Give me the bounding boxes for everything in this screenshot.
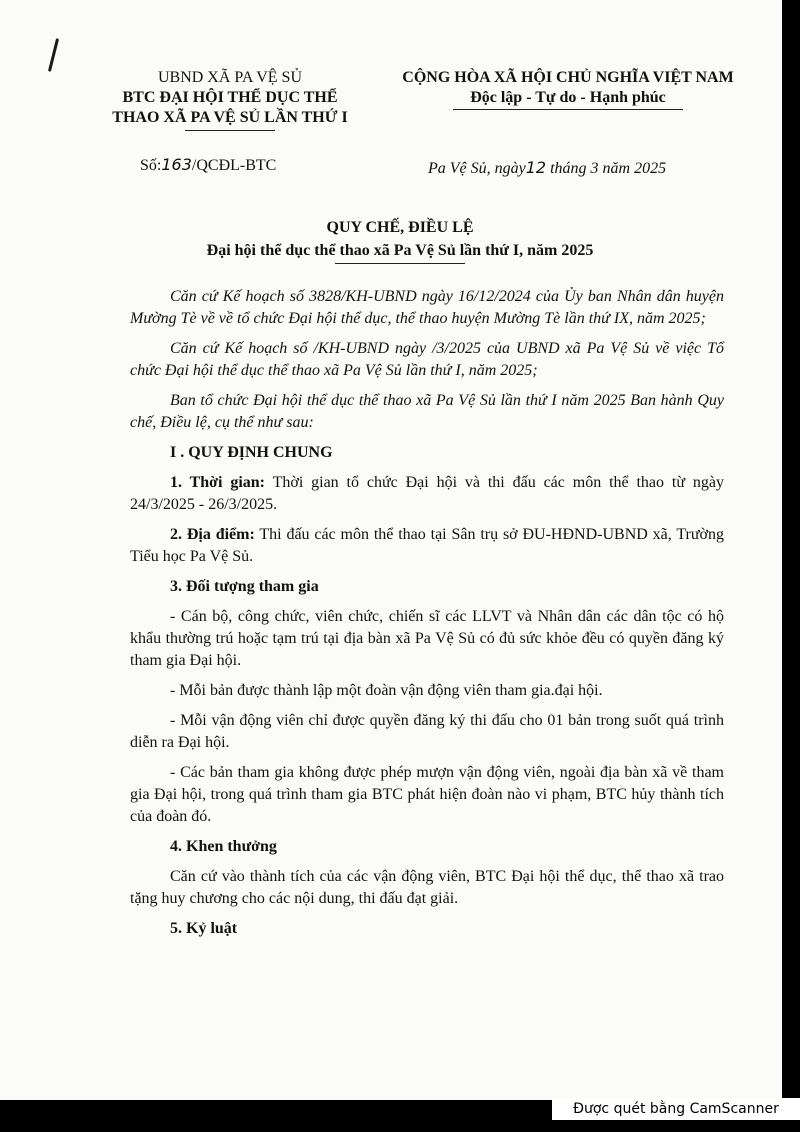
document-title — [90, 216, 710, 264]
date-rest: tháng 3 năm 2025 — [550, 160, 667, 177]
scanner-watermark: Được quét bằng CamScanner — [552, 1098, 800, 1120]
doc-number-handwritten: 163 — [161, 155, 192, 174]
preamble-paragraph-2: Căn cứ Kế hoạch số /KH-UBND ngày /3/2025 của UBND xã Pa Vệ Sủ về việc Tổ chức Đại hội thể dục thể thao xã Pa Vệ Sủ lần thứ I, năm 2025; — [130, 340, 724, 379]
issuer-line-2: BTC ĐẠI HỘI THỂ DỤC THỂ — [122, 89, 338, 106]
issuer-line-3: THAO XÃ PA VỆ SỦ LẦN THỨ I — [112, 109, 348, 126]
preamble-paragraph-3: Ban tổ chức Đại hội thể dục thể thao xã Pa Vệ Sủ lần thứ I năm 2025 Ban hành Quy chế, Điều lệ, cụ thể như sau: — [130, 392, 724, 431]
national-motto: Độc lập - Tự do - Hạnh phúc — [470, 89, 666, 106]
reward-text: Căn cứ vào thành tích của các vận động viên, BTC Đại hội thể dục, thể thao xã trao tặng huy chương cho các nội dung, thi đấu đạt giải. — [130, 868, 724, 907]
participants-heading: 3. Đối tượng tham gia — [170, 578, 319, 595]
issuer-line-1: UBND XÃ PA VỆ SỦ — [157, 69, 303, 86]
reward-heading: 4. Khen thưởng — [170, 838, 277, 855]
national-title: CỘNG HÒA XÃ HỘI CHỦ NGHĨA VIỆT NAM — [402, 69, 734, 86]
date-day-handwritten: 12 — [525, 158, 547, 177]
document-number — [140, 155, 276, 175]
issuer-underline — [185, 130, 275, 131]
title-main: QUY CHẾ, ĐIỀU LỆ — [326, 219, 474, 236]
section-heading-general: I . QUY ĐỊNH CHUNG — [170, 444, 333, 461]
place-text: Thi đấu các môn thể thao tại Sân trụ sở ĐU-HĐND-UBND xã, Trường Tiểu học Pa Vệ Sủ. — [130, 526, 724, 565]
issuer-header — [90, 68, 370, 131]
document-body — [130, 286, 724, 948]
preamble-paragraph-1: Căn cứ Kế hoạch số 3828/KH-UBND ngày 16/12/2024 của Ủy ban Nhân dân huyện Mường Tè về về tổ chức Đại hội thể dục, thể thao huyện Mường Tè lần thứ IX, năm 2025; — [130, 288, 724, 327]
national-header — [378, 68, 758, 110]
pen-mark — [48, 38, 59, 72]
title-sub: Đại hội thể dục thể thao xã Pa Vệ Sủ lần thứ I, năm 2025 — [206, 242, 594, 259]
participants-item-1: - Cán bộ, công chức, viên chức, chiến sĩ các LLVT và Nhân dân các dân tộc có hộ khẩu thường trú hoặc tạm trú tại địa bàn xã Pa Vệ Sủ có đủ sức khỏe đều có quyền đăng ký tham gia Đại hội. — [130, 608, 724, 669]
time-label: 1. Thời gian: — [170, 474, 265, 491]
motto-underline — [453, 109, 683, 110]
discipline-heading: 5. Kỷ luật — [170, 920, 238, 937]
place-paragraph — [130, 524, 724, 568]
participants-item-4: - Các bản tham gia không được phép mượn vận động viên, ngoài địa bàn xã về tham gia Đại hội, trong quá trình tham gia BTC phát hiện đoàn nào vi phạm, BTC hủy thành tích của đoàn đó. — [130, 764, 724, 825]
doc-number-suffix: /QCĐL-BTC — [191, 157, 277, 174]
participants-item-2: - Mỗi bản được thành lập một đoàn vận động viên tham gia.đại hội. — [170, 682, 603, 699]
place-label: 2. Địa điểm: — [170, 526, 255, 543]
time-paragraph — [130, 472, 724, 516]
doc-number-prefix: Số: — [140, 157, 162, 174]
date-line — [428, 158, 666, 178]
title-underline — [335, 263, 465, 264]
date-prefix: Pa Vệ Sủ, ngày — [428, 160, 526, 177]
participants-item-3: - Mỗi vận động viên chỉ được quyền đăng ký thi đấu cho 01 bản trong suốt quá trình diễn ra Đại hội. — [130, 712, 724, 751]
time-text: Thời gian tổ chức Đại hội và thi đấu các môn thể thao từ ngày 24/3/2025 - 26/3/2025. — [130, 474, 724, 513]
